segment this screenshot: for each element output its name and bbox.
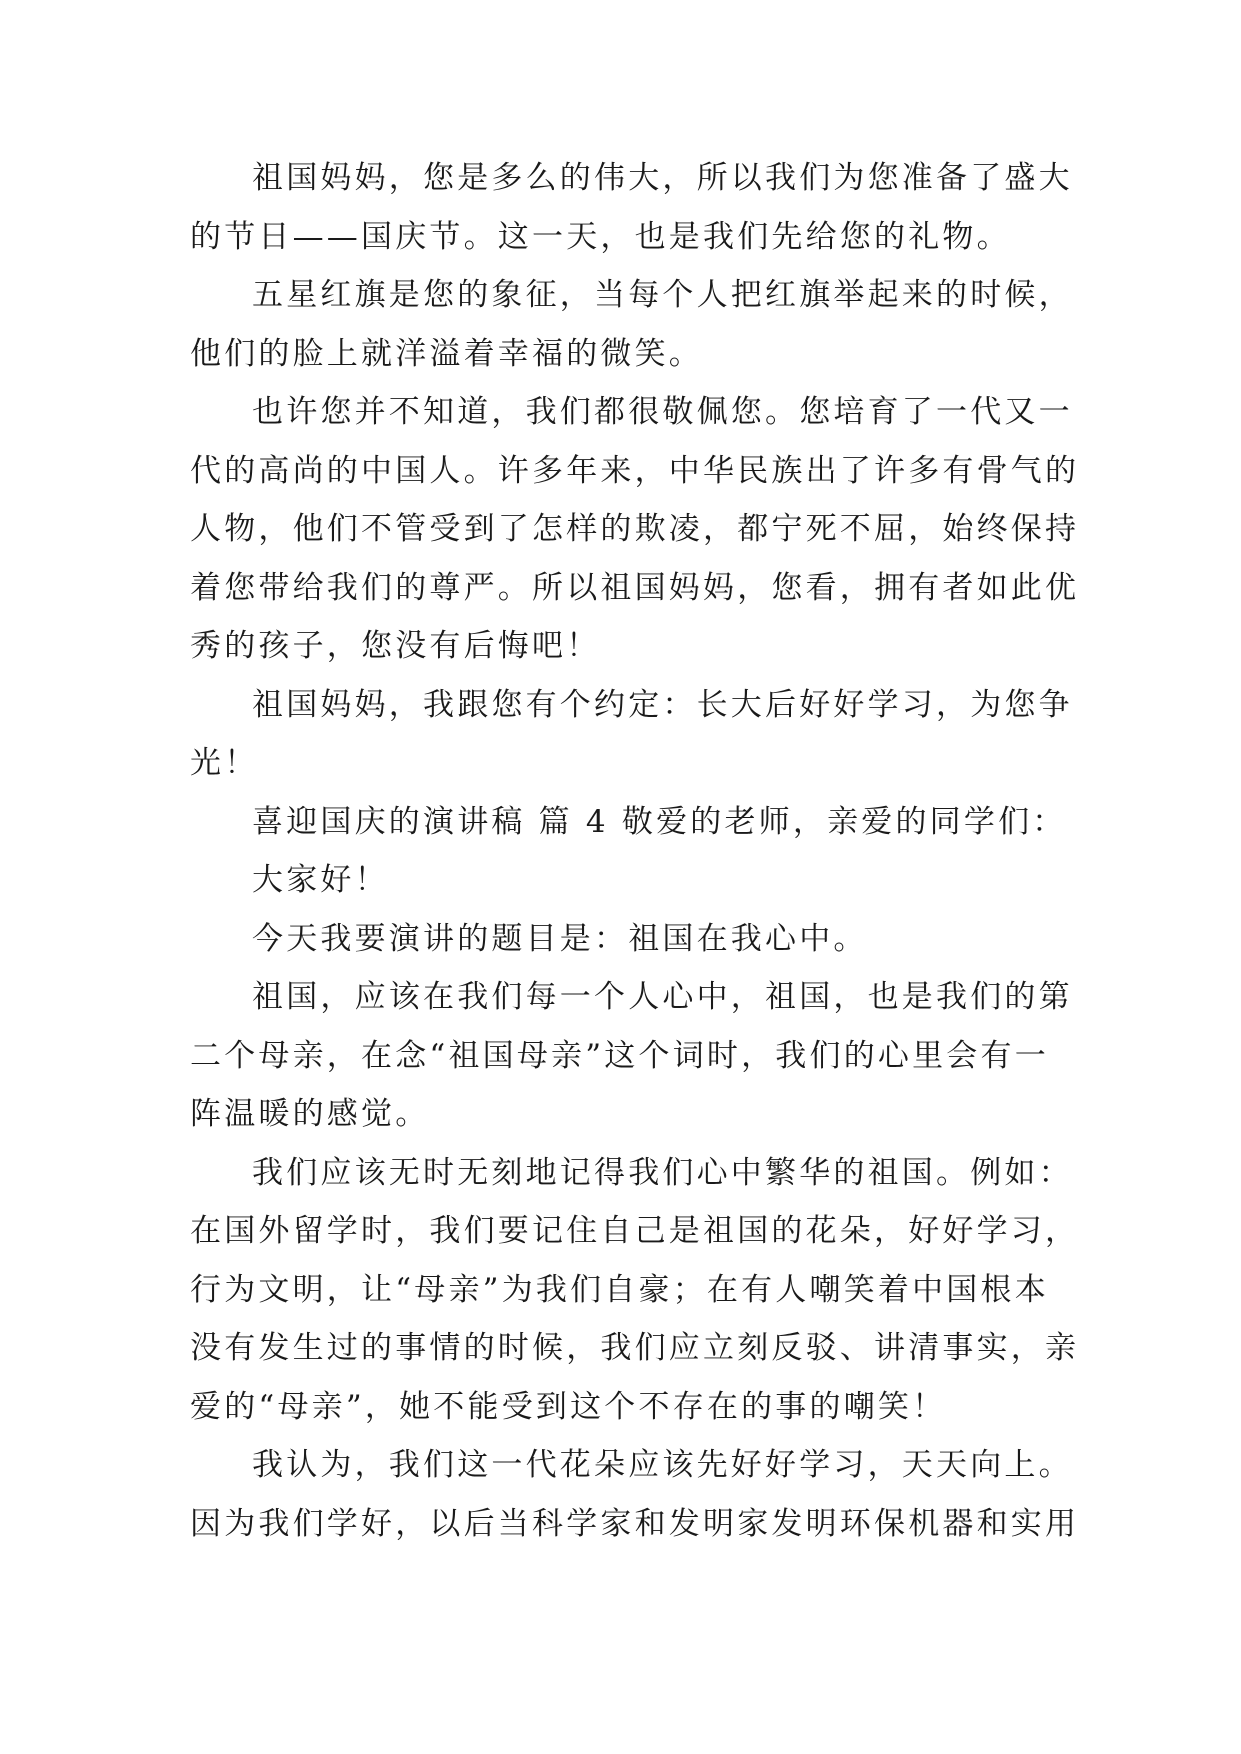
text-line: 爱的“母亲”，她不能受到这个不存在的事的嘲笑！: [190, 1389, 947, 1425]
text-line: 二个母亲，在念“祖国母亲”这个词时，我们的心里会有一: [190, 1038, 1049, 1074]
text-line: 秀的孩子，您没有后悔吧！: [190, 628, 601, 664]
text-line: 大家好！: [252, 862, 389, 898]
section-heading: 喜迎国庆的演讲稿 篇 4 敬爱的老师，亲爱的同学们：: [252, 804, 1067, 840]
text-line: 今天我要演讲的题目是：祖国在我心中。: [252, 921, 868, 957]
text-line: 的节日——国庆节。这一天，也是我们先给您的礼物。: [190, 219, 1011, 255]
text-line: 五星红旗是您的象征，当每个人把红旗举起来的时候，: [252, 277, 1073, 313]
text-line: 祖国妈妈，您是多么的伟大，所以我们为您准备了盛大: [252, 160, 1073, 196]
text-line: 行为文明，让“母亲”为我们自豪；在有人嘲笑着中国根本: [190, 1272, 1049, 1308]
text-line: 在国外留学时，我们要记住自己是祖国的花朵，好好学习，: [190, 1213, 1080, 1249]
text-line: 因为我们学好，以后当科学家和发明家发明环保机器和实用: [190, 1506, 1080, 1542]
text-line: 光！: [190, 745, 259, 781]
text-line: 没有发生过的事情的时候，我们应立刻反驳、讲清事实，亲: [190, 1330, 1080, 1366]
text-line: 他们的脸上就洋溢着幸福的微笑。: [190, 336, 703, 372]
text-line: 代的高尚的中国人。许多年来，中华民族出了许多有骨气的: [190, 453, 1080, 489]
text-line: 我们应该无时无刻地记得我们心中繁华的祖国。例如：: [252, 1155, 1073, 1191]
text-line: 阵温暖的感觉。: [190, 1096, 430, 1132]
text-line: 祖国妈妈，我跟您有个约定：长大后好好学习，为您争: [252, 687, 1073, 723]
text-line: 我认为，我们这一代花朵应该先好好学习，天天向上。: [252, 1447, 1073, 1483]
text-line: 人物，他们不管受到了怎样的欺凌，都宁死不屈，始终保持: [190, 511, 1080, 547]
text-line: 祖国，应该在我们每一个人心中，祖国，也是我们的第: [252, 979, 1073, 1015]
text-line: 着您带给我们的尊严。所以祖国妈妈，您看，拥有者如此优: [190, 570, 1080, 606]
text-line: 也许您并不知道，我们都很敬佩您。您培育了一代又一: [252, 394, 1073, 430]
